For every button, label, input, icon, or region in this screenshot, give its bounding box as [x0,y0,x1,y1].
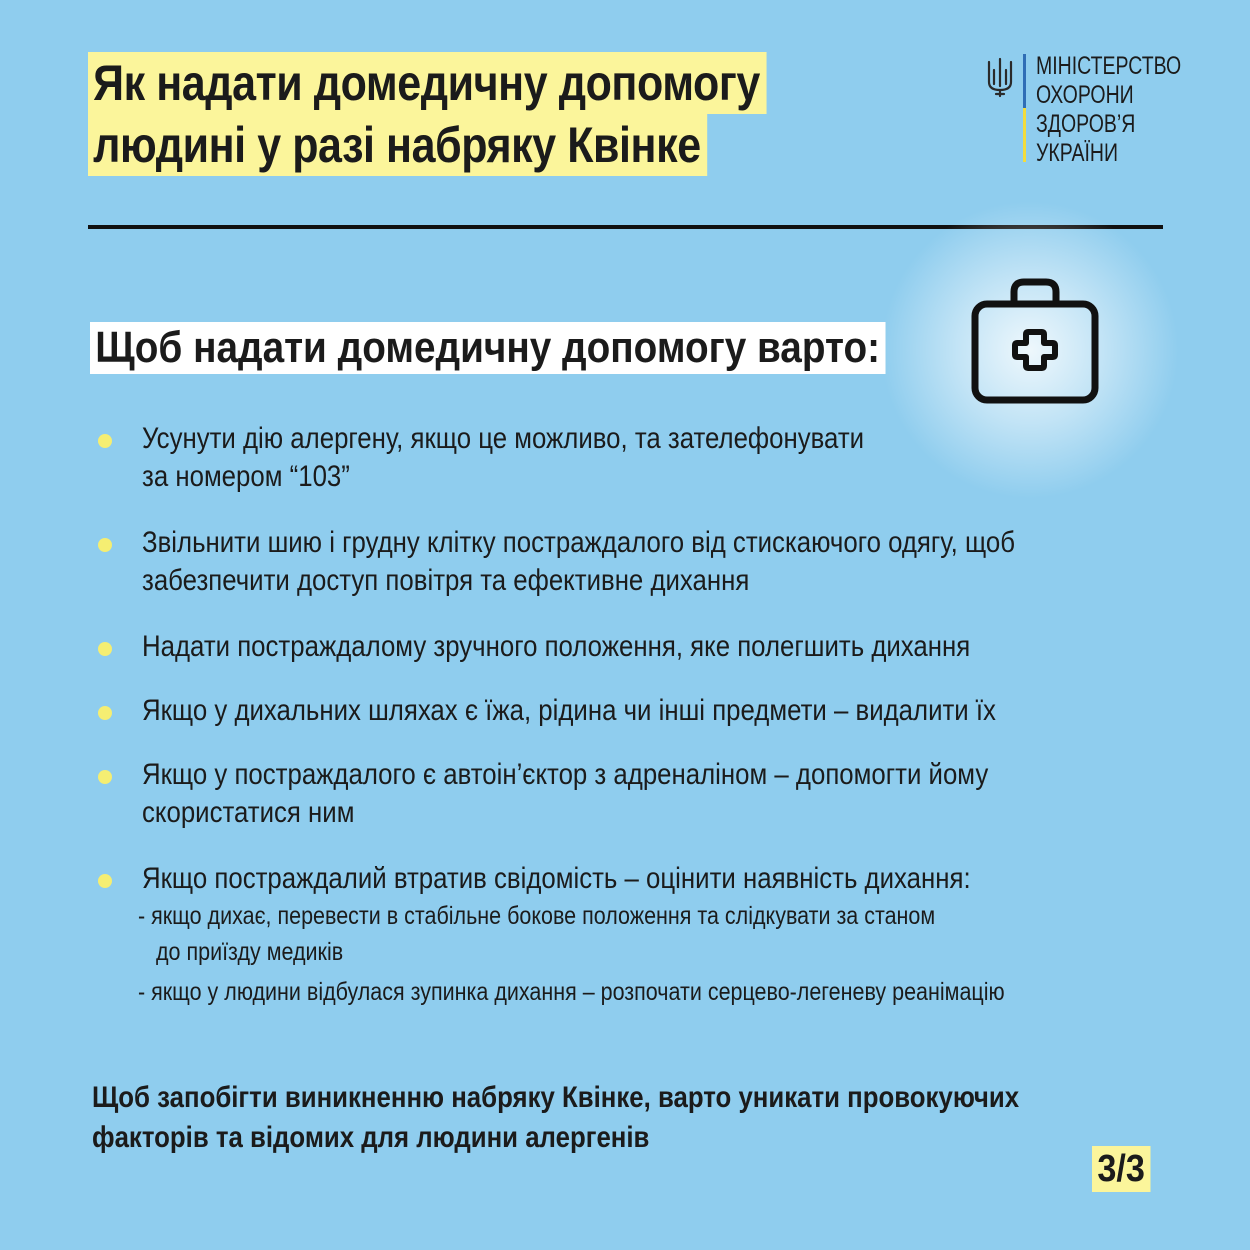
title-line-2: людині у разі набряку Квінке [88,114,708,176]
sub-item-line: - якщо у людини відбулася зупинка дихання – розпочати серцево-легеневу реанімацію [138,978,1005,1006]
ministry-name [1036,52,1181,168]
title-line-1: Як надати домедичну допомогу [88,52,767,114]
first-aid-kit-icon [968,276,1102,408]
ministry-logo [985,52,1222,168]
bullet-dot [98,874,112,888]
ministry-name-line: МІНІСТЕРСТВО [1036,52,1182,80]
prevention-note [92,1078,1019,1158]
trident-icon [985,56,1015,98]
list-item-line: Якщо у постраждалого є автоін’єктор з адреналіном – допомогти йому [142,758,989,791]
ministry-name-line: УКРАЇНИ [1036,139,1118,167]
logo-divider [1023,54,1026,162]
instructions-list [98,420,1208,1010]
prevention-note-line: факторів та відомих для людини алергенів [92,1121,650,1154]
page-title [88,52,877,176]
bullet-dot [98,706,112,720]
list-item [98,860,1208,1010]
list-item-line: Усунути дію алергену, якщо це можливо, та зателефонувати [142,422,865,455]
list-item-line: забезпечити доступ повітря та ефективне дихання [142,564,750,597]
bullet-dot [98,770,112,784]
list-item-line: Якщо постраждалий втратив свідомість – оцінити наявність дихання: [142,862,971,895]
bullet-dot [98,538,112,552]
sub-item-line: - якщо дихає, перевести в стабільне бокове положення та слідкувати за станом [138,902,936,930]
list-item-line: скористатися ним [142,796,355,829]
list-item-line: Надати постраждалому зручного положення, яке полегшить дихання [142,630,971,663]
ministry-name-line: ОХОРОНИ [1036,81,1134,109]
list-item-line: Звільнити шию і грудну клітку постраждалого від стискаючого одягу, щоб [142,526,1016,559]
page-indicator: 3/3 [1092,1146,1150,1192]
prevention-note-line: Щоб запобігти виникненню набряку Квінке, варто уникати провокуючих [92,1081,1020,1114]
list-item [98,756,1208,832]
list-item [98,524,1208,600]
section-subtitle: Щоб надати домедичну допомогу варто: [90,322,885,374]
list-item-line: Якщо у дихальних шляхах є їжа, рідина чи інші предмети – видалити їх [142,694,996,727]
list-item-line: за номером “103” [142,460,350,493]
list-item [98,420,1208,496]
list-item [98,628,1208,666]
bullet-dot [98,642,112,656]
ministry-name-line: ЗДОРОВ’Я [1036,110,1136,138]
bullet-dot [98,434,112,448]
list-item [98,692,1208,730]
sub-item-line: до приїзду медиків [156,938,344,966]
